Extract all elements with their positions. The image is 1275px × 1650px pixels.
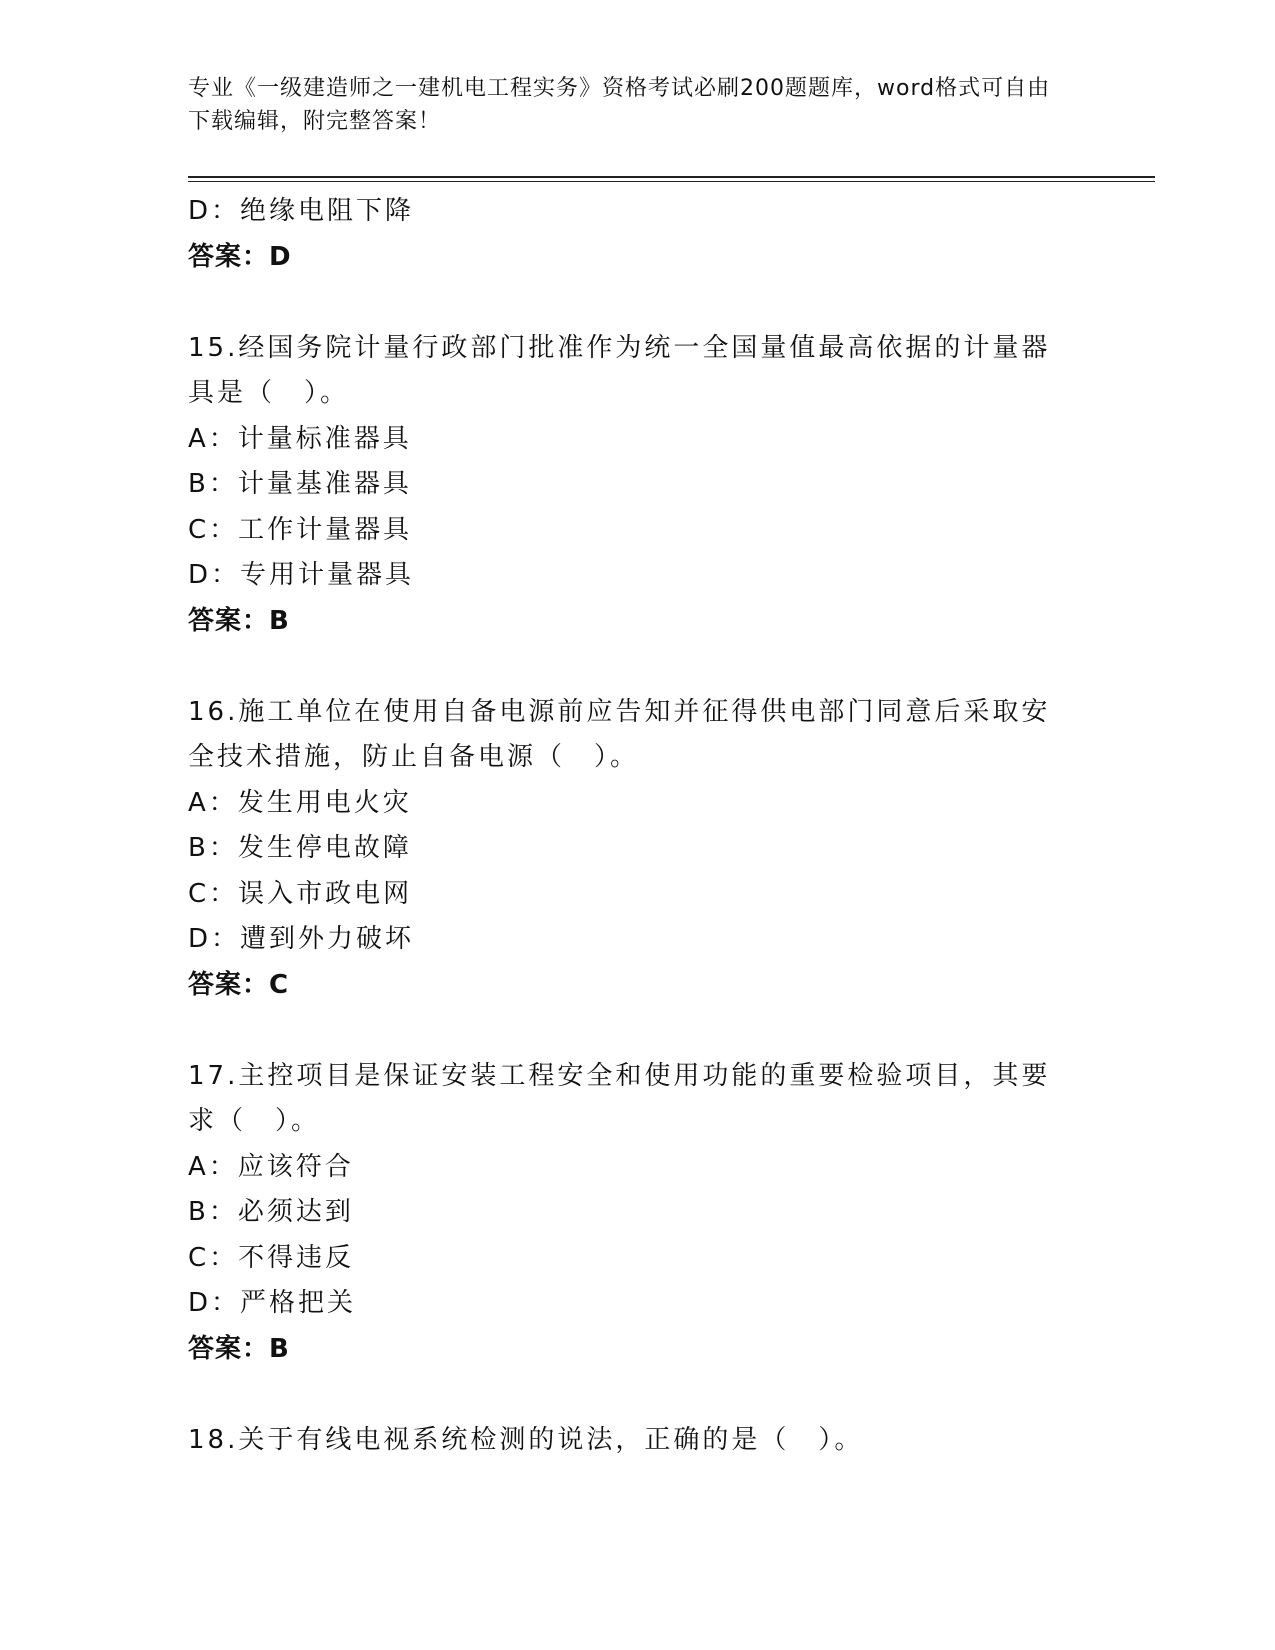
option-d: D：遭到外力破坏	[188, 924, 415, 954]
option-a: A：发生用电火灾	[188, 787, 412, 818]
answer-line: 答案：B	[188, 605, 290, 636]
spacer	[188, 280, 1088, 326]
option-c: C：误入市政电网	[188, 878, 413, 909]
question-15	[188, 326, 1088, 645]
option-a: A：应该符合	[188, 1151, 354, 1182]
question-stem: 17.主控项目是保证安装工程安全和使用功能的重要检验项目，其要求（ ）。	[188, 1060, 1051, 1136]
spacer	[188, 1008, 1088, 1054]
question-17	[188, 1054, 1088, 1373]
spacer	[188, 644, 1088, 690]
option-d: D：专用计量器具	[188, 560, 415, 590]
answer-line: 答案：B	[188, 1333, 290, 1364]
spacer	[188, 1372, 1088, 1418]
option-b: B：必须达到	[188, 1197, 354, 1227]
option-b: B：计量基准器具	[188, 469, 412, 499]
header-divider-thick	[188, 176, 1155, 178]
question-list	[188, 189, 1088, 1463]
question-16	[188, 690, 1088, 1009]
question-stem: 15.经国务院计量行政部门批准作为统一全国量值最高依据的计量器具是（ ）。	[188, 332, 1051, 408]
answer-line: 答案：C	[188, 969, 290, 1000]
question-stem: 16.施工单位在使用自备电源前应告知并征得供电部门同意后采取安全技术措施，防止自备电源（ ）。	[188, 696, 1051, 772]
answer-line: 答案：D	[188, 241, 292, 272]
option-d: D：绝缘电阻下降	[188, 196, 415, 226]
option-c: C：不得违反	[188, 1242, 355, 1273]
header-divider-thin	[188, 181, 1155, 182]
document-header: 专业《一级建造师之一建机电工程实务》资格考试必刷200题题库，word格式可自由下载编辑，附完整答案！	[188, 76, 1051, 134]
question-stem: 18.关于有线电视系统检测的说法，正确的是（ ）。	[188, 1424, 864, 1455]
option-a: A：计量标准器具	[188, 423, 412, 454]
option-b: B：发生停电故障	[188, 833, 412, 863]
question-18	[188, 1418, 1088, 1464]
option-d: D：严格把关	[188, 1288, 357, 1318]
option-c: C：工作计量器具	[188, 514, 413, 545]
